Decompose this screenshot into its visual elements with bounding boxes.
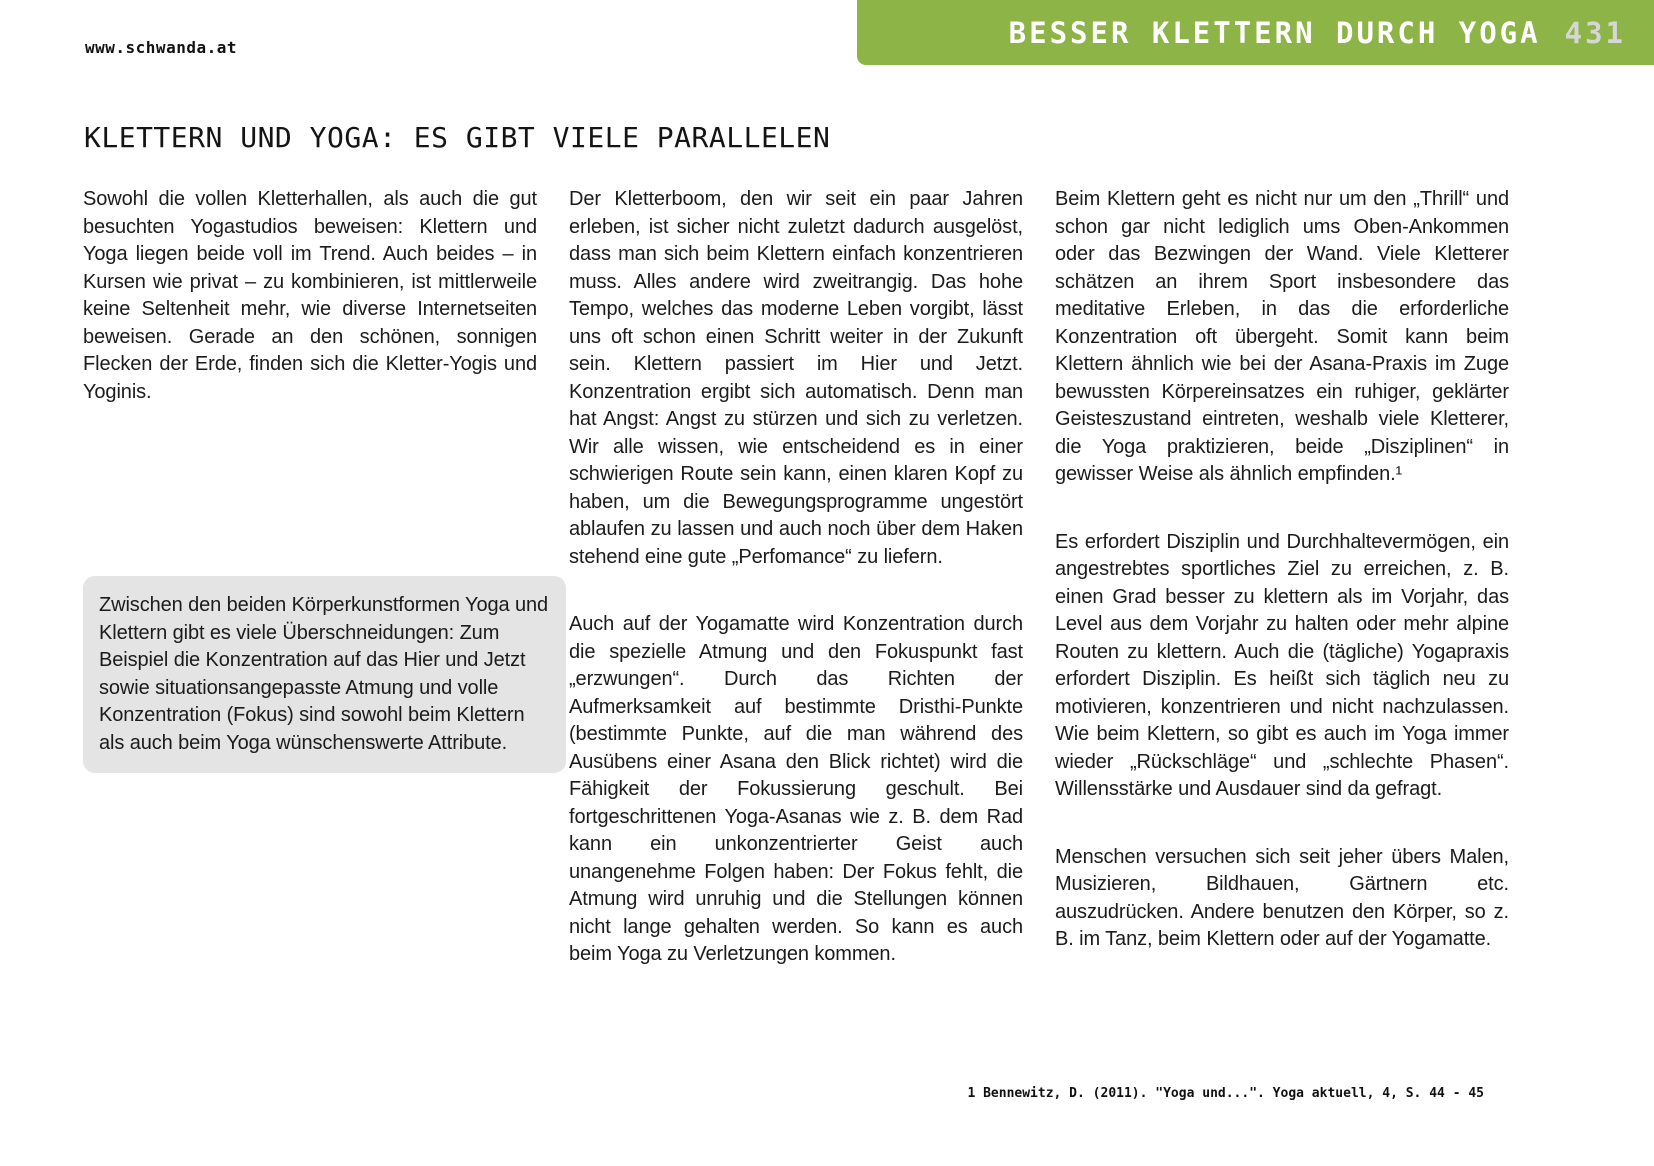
- page-number: 431: [1564, 15, 1626, 50]
- paragraph: Sowohl die vollen Kletterhallen, als auch die gut besuchten Yogastudios beweisen: Klettern und Yoga liegen beide voll im Trend. Auch beides – in Kursen wie privat – zu kombinieren, ist mittlerweile keine Seltenheit mehr, wie diverse Internetseiten beweisen. Gerade an den schönen, sonnigen Flecken der Erde, finden sich die Kletter-Yogis und Yoginis.: [83, 188, 537, 403]
- chapter-banner: [857, 0, 1654, 65]
- article-columns: [83, 186, 1509, 1009]
- footnote: 1 Bennewitz, D. (2011). "Yoga und...". Yoga aktuell, 4, S. 44 - 45: [967, 1086, 1484, 1101]
- column-2: [569, 186, 1023, 1009]
- column-3: [1055, 186, 1509, 1009]
- paragraph: Beim Klettern geht es nicht nur um den „Thrill“ und schon gar nicht lediglich ums Oben-Ankommen oder das Bezwingen der Wand. Viele Kletterer schätzen an ihrem Sport insbesondere das meditative Erleben, in das die erforderliche Konzentration oft übergeht. Somit kann beim Klettern ähnlich wie bei der Asana-Praxis im Zuge bewussten Körpereinsatzes ein ruhiger, geklärter Geisteszustand eintreten, weshalb viele Kletterer, die Yoga praktizieren, beide „Disziplinen“ in gewisser Weise als ähnlich empfinden.¹: [1055, 188, 1509, 485]
- highlight-box-text: Zwischen den beiden Körperkunstformen Yoga und Klettern gibt es viele Überschneidungen: Zum Beispiel die Konzentration auf das Hier und Jetzt sowie situationsangepasste Atmung und volle Konzentration (Fokus) sind sowohl beim Klettern als auch beim Yoga wünschenswerte Attribute.: [99, 594, 549, 754]
- highlight-box: [83, 576, 566, 773]
- paragraph: Menschen versuchen sich seit jeher übers Malen, Musizieren, Bildhauen, Gärtnern etc. auszudrücken. Andere benutzen den Körper, so z. B. im Tanz, beim Klettern oder auf der Yogamatte.: [1055, 845, 1509, 950]
- paragraph: Es erfordert Disziplin und Durchhaltevermögen, ein angestrebtes sportliches Ziel zu erreichen, z. B. einen Grad besser zu klettern als im Vorjahr, das Level aus dem Vorjahr zu halten oder mehr alpine Routen zu klettern. Auch die (tägliche) Yogapraxis erfordert Disziplin. Es heißt sich täglich neu zu motivieren, konzentrieren und nicht nachzulassen. Wie beim Klettern, so gibt es auch im Yoga immer wieder „Rückschläge“ und „schlechte Phasen“. Willensstärke und Ausdauer sind da gefragt.: [1055, 530, 1509, 800]
- column-1: [83, 186, 549, 1009]
- chapter-title: BESSER KLETTERN DURCH YOGA: [1008, 15, 1541, 50]
- paragraph: Der Kletterboom, den wir seit ein paar Jahren erleben, ist sicher nicht zuletzt dadurch ausgelöst, dass man sich beim Klettern einfach konzentrieren muss. Alles andere wird zweitrangig. Das hohe Tempo, welches das moderne Leben vorgibt, lässt uns oft schon einen Schritt weiter in der Zukunft sein. Klettern passiert im Hier und Jetzt. Konzentration ergibt sich automatisch. Denn man hat Angst: Angst zu stürzen und sich zu verletzen. Wir alle wissen, wie entscheidend es in einer schwierigen Route sein kann, einen klaren Kopf zu haben, um die Bewegungsprogramme ungestört ablaufen zu lassen und auch noch über dem Haken stehend eine gute „Perfomance“ zu liefern.: [569, 188, 1023, 568]
- article-heading: KLETTERN UND YOGA: ES GIBT VIELE PARALLELEN: [84, 121, 831, 154]
- paragraph: Auch auf der Yogamatte wird Konzentration durch die spezielle Atmung und den Fokuspunkt fast „erzwungen“. Durch das Richten der Aufmerksamkeit auf bestimmte Dristhi-Punkte (bestimmte Punkte, auf die man während des Ausübens einer Asana den Blick richtet) wird die Fähigkeit der Fokussierung geschult. Bei fortgeschrittenen Yoga-Asanas wie z. B. dem Rad kann ein unkonzentrierter Geist auch unangenehme Folgen haben: Der Fokus fehlt, die Atmung wird unruhig und die Stellungen können nicht lange gehalten werden. So kann es auch beim Yoga zu Verletzungen kommen.: [569, 613, 1023, 965]
- website-url: www.schwanda.at: [85, 38, 237, 57]
